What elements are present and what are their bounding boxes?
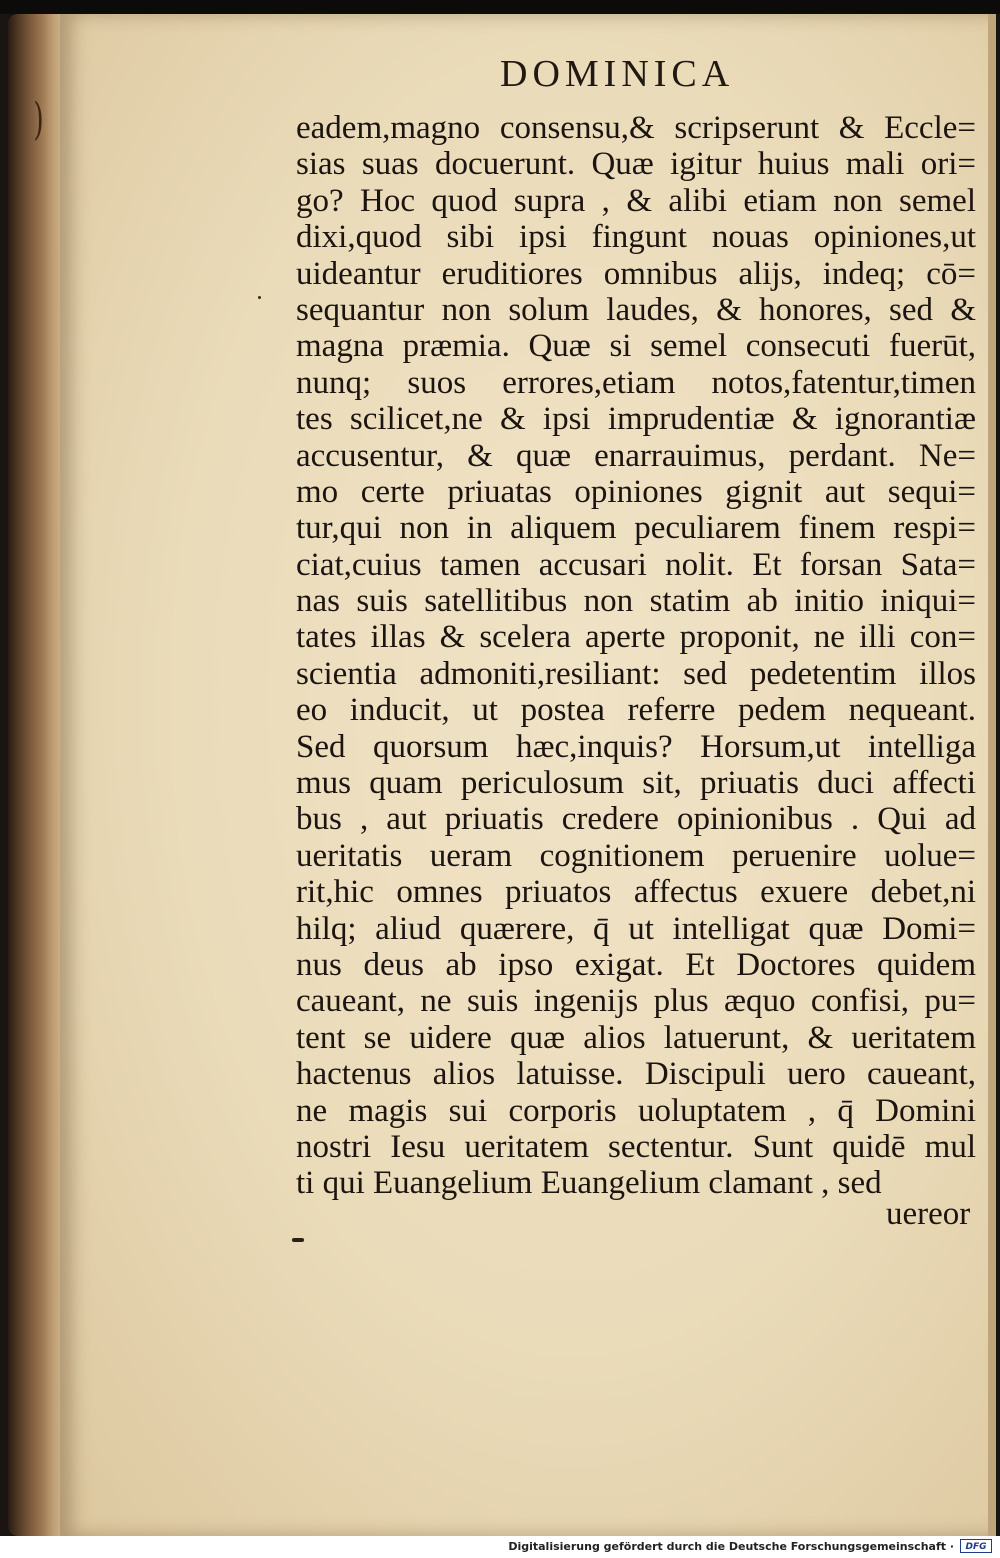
text-line: uideantur eruditiores omnibus alijs, indeq; cō=	[296, 255, 976, 292]
dfg-logo: DFG	[960, 1539, 992, 1553]
funding-credit: Digitalisierung gefördert durch die Deutsche Forschungsgemeinschaft ·	[508, 1540, 954, 1553]
text-line: tur,qui non in aliquem peculiarem finem respi=	[296, 510, 976, 547]
ink-mark	[258, 296, 261, 299]
text-line: nus deus ab ipso exigat. Et Doctores quidem	[296, 946, 976, 983]
text-line: rit,hic omnes priuatos affectus exuere debet,ni	[296, 874, 976, 911]
page-edge	[988, 14, 996, 1536]
text-line: sias suas docuerunt. Quæ igitur huius mali ori=	[296, 146, 976, 183]
text-block	[296, 110, 976, 1202]
text-line: bus , aut priuatis credere opinionibus . Qui ad	[296, 801, 976, 838]
text-line: hactenus alios latuisse. Discipuli uero caueant,	[296, 1056, 976, 1093]
text-line: mus quam periculosum sit, priuatis duci affecti	[296, 765, 976, 802]
text-line: mo certe priuatas opiniones gignit aut sequi=	[296, 473, 976, 510]
text-line: go? Hoc quod supra , & alibi etiam non semel	[296, 182, 976, 219]
text-line: caueant, ne suis ingenijs plus æquo confisi, pu=	[296, 983, 976, 1020]
text-line: nas suis satellitibus non statim ab initio iniqui=	[296, 583, 976, 620]
book-spine	[8, 14, 68, 1536]
text-line: accusentur, & quæ enarrauimus, perdant. Ne=	[296, 437, 976, 474]
text-line: ne magis sui corporis uoluptatem , q̄ Domini	[296, 1092, 976, 1129]
text-line: nunq; suos errores,etiam notos,fatentur,timen	[296, 364, 976, 401]
text-line: eadem,magno consensu,& scripserunt & Eccle=	[296, 110, 976, 146]
text-line: ueritatis ueram cognitionem peruenire uolue=	[296, 837, 976, 874]
text-line: tates illas & scelera aperte proponit, ne illi con=	[296, 619, 976, 656]
digitization-footer	[0, 1536, 1000, 1558]
text-line: sequantur non solum laudes, & honores, sed &	[296, 291, 976, 328]
catchword: uereor	[886, 1196, 971, 1232]
scan-background-top	[0, 0, 1000, 14]
text-line: eo inducit, ut postea referre pedem nequeant.	[296, 692, 976, 729]
ink-mark	[292, 1238, 304, 1242]
text-line: dixi,quod sibi ipsi fingunt nouas opiniones,ut	[296, 219, 976, 256]
text-line: magna præmia. Quæ si semel consecuti fuerūt,	[296, 328, 976, 365]
text-line: Sed quorsum hæc,inquis? Horsum,ut intelliga	[296, 728, 976, 765]
text-line: ciat,cuius tamen accusari nolit. Et forsan Sata=	[296, 546, 976, 583]
text-line: tent se uidere quæ alios latuerunt, & ueritatem	[296, 1019, 976, 1056]
text-line: scientia admoniti,resiliant: sed pedetentim illos	[296, 655, 976, 692]
spine-bracket-mark: )	[33, 94, 44, 145]
text-line: nostri Iesu ueritatem sectentur. Sunt quidē mul	[296, 1128, 976, 1165]
text-line: ti qui Euangelium Euangelium clamant , sed	[296, 1165, 882, 1202]
running-head: DOMINICA	[500, 53, 735, 95]
text-line: tes scilicet,ne & ipsi imprudentiæ & ignorantiæ	[296, 401, 976, 438]
text-line: hilq; aliud quærere, q̄ ut intelligat quæ Domi=	[296, 910, 976, 947]
